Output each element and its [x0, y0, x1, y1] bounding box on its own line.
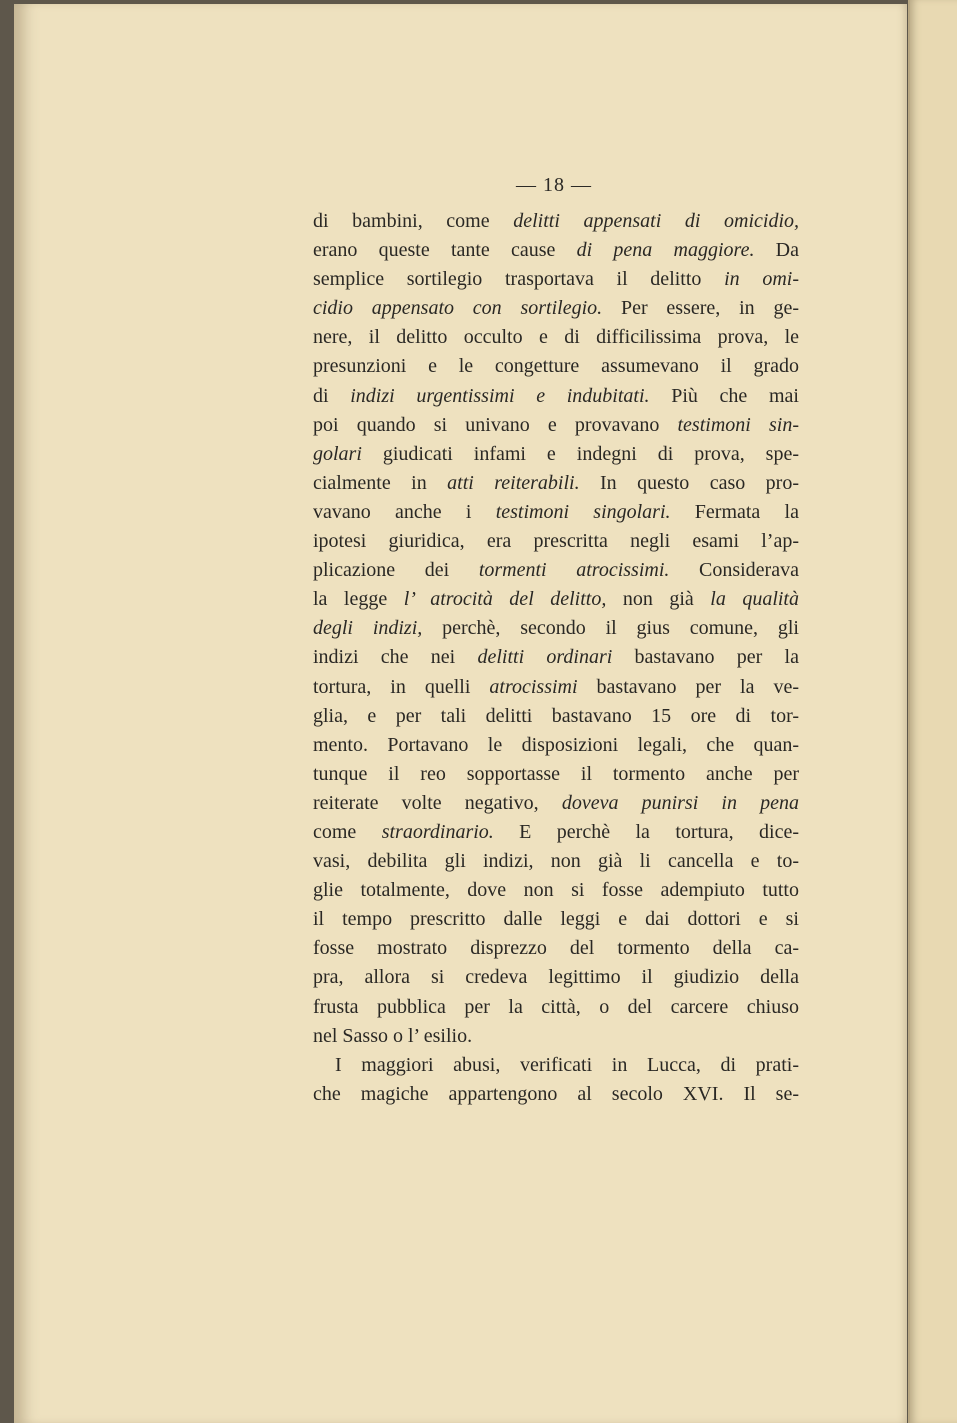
italic-text: atrocissimi — [489, 675, 578, 698]
text-run: tunque il reo sopportasse il tormento anche per — [313, 762, 799, 785]
italic-text: cidio appensato con sortilegio. — [313, 297, 603, 320]
italic-text: testimoni singolari. — [495, 500, 671, 523]
page-number: — 18 — — [516, 174, 592, 196]
book-page — [14, 4, 907, 1423]
text-run: I maggiori abusi, verificati in Lucca, di prati- — [335, 1053, 799, 1076]
text-run: non già — [606, 588, 711, 611]
text-line — [313, 905, 799, 934]
text-run: indizi che nei — [313, 646, 478, 669]
text-line — [313, 993, 799, 1022]
italic-text: testimoni sin- — [677, 413, 799, 436]
body-text — [313, 207, 799, 1109]
text-line — [313, 876, 799, 905]
text-run: giudicati infami e indegni di prova, spe- — [361, 442, 799, 465]
italic-text: in omi- — [724, 268, 799, 291]
text-run: Fermata la — [670, 500, 799, 523]
text-line — [313, 731, 799, 760]
text-line — [313, 760, 799, 789]
text-run: reiterate volte negativo, — [313, 791, 562, 814]
text-run: come — [313, 820, 382, 843]
text-line — [313, 498, 799, 527]
text-run: pra, allora si credeva legittimo il giudizio della — [313, 966, 799, 989]
italic-text: golari — [313, 442, 362, 465]
text-run: glia, e per tali delitti bastavano 15 ore di tor- — [313, 704, 799, 727]
text-line — [313, 352, 799, 381]
text-run: nere, il delitto occulto e di difficilissima prova, le — [313, 326, 799, 349]
italic-text: delitti appensati di omicidio, — [513, 210, 799, 232]
text-line — [313, 789, 799, 818]
text-run: E perchè la tortura, dice- — [493, 820, 799, 843]
text-run: vavano anche i — [313, 500, 496, 523]
text-line — [313, 323, 799, 352]
italic-text: la qualità — [710, 588, 799, 611]
italic-text: delitti ordinari — [477, 646, 613, 669]
text-line — [313, 1080, 799, 1109]
text-line — [313, 294, 799, 323]
text-run: Più che mai — [649, 384, 799, 407]
text-run: perchè, secondo il gius comune, gli — [422, 617, 799, 640]
italic-text: atti reiterabili. — [447, 471, 580, 494]
text-run: Considerava — [669, 559, 799, 582]
text-run: In questo caso pro- — [579, 471, 800, 494]
text-line — [313, 440, 799, 469]
text-run: erano queste tante cause — [313, 239, 577, 262]
text-line — [313, 585, 799, 614]
text-run: di bambini, come — [313, 210, 514, 232]
text-run: fosse mostrato disprezzo del tormento della ca- — [313, 937, 799, 960]
text-run: plicazione dei — [313, 559, 479, 582]
text-line — [313, 207, 799, 236]
text-line — [313, 527, 799, 556]
italic-text: doveva punirsi in pena — [561, 791, 800, 814]
text-run: Da — [754, 239, 799, 262]
text-run: frusta pubblica per la città, o del carcere chiuso — [313, 995, 799, 1018]
text-run: che magiche appartengono al secolo XVI. Il se- — [313, 1082, 799, 1105]
text-run: ipotesi giuridica, era prescritta negli esami l’ap- — [313, 530, 799, 553]
text-line — [313, 702, 799, 731]
text-run: mento. Portavano le disposizioni legali, che quan- — [313, 733, 799, 756]
text-run: di — [313, 384, 351, 407]
text-run: nel Sasso o l’ esilio. — [313, 1024, 473, 1047]
italic-text: tormenti atrocissimi. — [478, 559, 670, 582]
text-run: bastavano per la — [612, 646, 799, 669]
italic-text: degli indizi, — [313, 617, 423, 640]
text-run: glie totalmente, dove non si fosse adempiuto tutto — [313, 879, 799, 902]
text-line — [313, 236, 799, 265]
text-line — [313, 643, 799, 672]
text-run: Per essere, in ge- — [602, 297, 799, 320]
text-run: presunzioni e le congetture assumevano il grado — [313, 355, 799, 378]
italic-text: l’ atrocità del delitto, — [403, 588, 607, 611]
text-line — [313, 673, 799, 702]
text-line — [313, 556, 799, 585]
text-run: la legge — [313, 588, 404, 611]
text-line — [313, 963, 799, 992]
italic-text: indizi urgentissimi e indubitati. — [350, 384, 650, 407]
text-run: cialmente in — [313, 471, 448, 494]
text-run: il tempo prescritto dalle leggi e dai dottori e si — [313, 908, 799, 931]
adjacent-page-edge — [908, 0, 957, 1423]
text-line — [313, 411, 799, 440]
text-line — [313, 934, 799, 963]
text-line — [313, 1051, 799, 1080]
text-line — [313, 847, 799, 876]
text-run: tortura, in quelli — [313, 675, 490, 698]
italic-text: di pena maggiore. — [576, 239, 755, 262]
text-line — [313, 614, 799, 643]
italic-text: straordinario. — [381, 820, 494, 843]
text-run: bastavano per la ve- — [577, 675, 799, 698]
text-line — [313, 818, 799, 847]
text-run: semplice sortilegio trasportava il delitto — [313, 268, 725, 291]
text-line — [313, 265, 799, 294]
text-line — [313, 469, 799, 498]
text-run: poi quando si univano e provavano — [313, 413, 678, 436]
text-line — [313, 382, 799, 411]
text-run: vasi, debilita gli indizi, non già li cancella e to- — [313, 850, 799, 873]
text-line — [313, 1022, 799, 1051]
